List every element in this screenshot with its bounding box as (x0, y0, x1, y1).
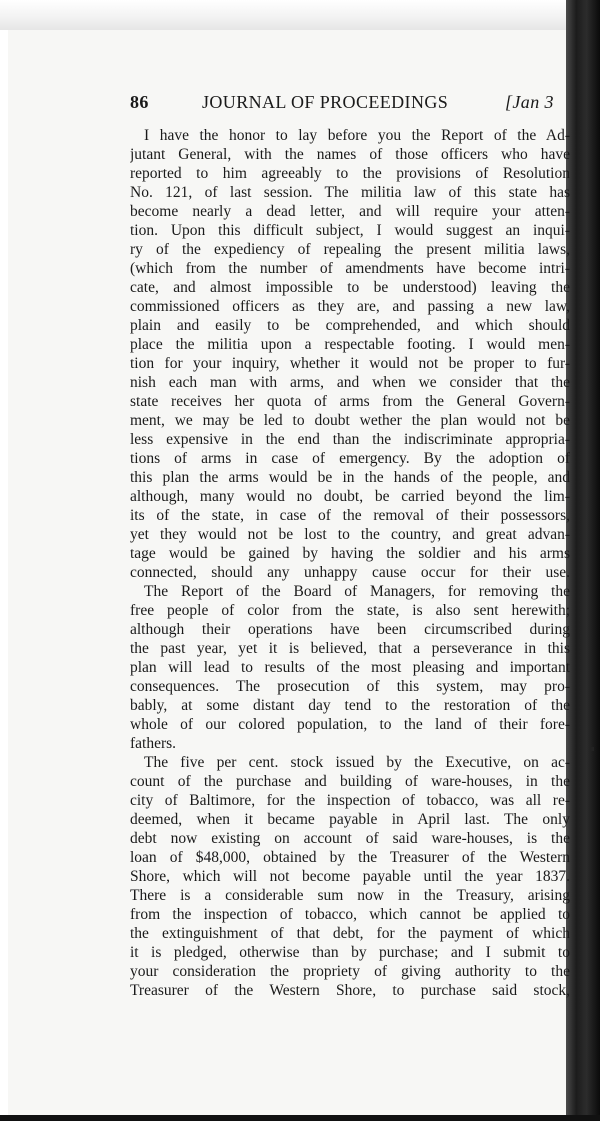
text-line: its of the state, in case of the removal of their possessors, (130, 507, 570, 524)
text-line: although their operations have been circumscribed during (130, 621, 570, 638)
text-line: tion. Upon this difficult subject, I would suggest an inqui- (130, 222, 570, 239)
text-line: the extinguishment of that debt, for the payment of which (130, 925, 570, 942)
text-line: commissioned officers as they are, and passing a new law, (130, 298, 570, 315)
text-line: The five per cent. stock issued by the Executive, on ac- (144, 754, 570, 771)
text-line: your consideration the propriety of giving authority to the (130, 963, 570, 980)
text-line: bably, at some distant day tend to the restoration of the (130, 697, 570, 714)
text-line: loan of $48,000, obtained by the Treasurer of the Western (130, 849, 570, 866)
text-line: plan will lead to results of the most pleasing and important (130, 659, 570, 676)
text-line: fathers. (130, 735, 177, 752)
text-line: city of Baltimore, for the inspection of tobacco, was all re- (130, 792, 570, 809)
text-line: plain and easily to be comprehended, and which should (130, 317, 570, 334)
text-line: Treasurer of the Western Shore, to purchase said stock, (130, 982, 570, 999)
text-line: I have the honor to lay before you the Report of the Ad- (144, 127, 570, 144)
page-number: 86 (130, 92, 149, 112)
text-line: although, many would no doubt, be carried beyond the lim- (130, 488, 570, 505)
text-line: deemed, when it became payable in April last. The only (130, 811, 570, 828)
text-line: less expensive in the end than the indiscriminate appropria- (130, 431, 570, 448)
text-line: the past year, yet it is believed, that a perseverance in this (130, 640, 570, 657)
text-line: tion for your inquiry, whether it would not be proper to fur- (130, 355, 570, 372)
text-line: state receives her quota of arms from the General Govern- (130, 393, 570, 410)
text-line: tage would be gained by having the soldier and his arms (130, 545, 570, 562)
text-line: reported to him agreeably to the provisions of Resolution (130, 165, 570, 182)
text-line: yet they would not be lost to the country, and great advan- (130, 526, 570, 543)
page-top-edge (0, 0, 600, 30)
margin-ink-dot (590, 747, 594, 751)
page-bottom-edge (0, 1115, 600, 1121)
text-line: nish each man with arms, and when we consider that the (130, 374, 570, 391)
text-line: consequences. The prosecution of this system, may pro- (130, 678, 570, 695)
body-text (130, 126, 570, 1000)
text-line: from the inspection of tobacco, which cannot be applied to (130, 906, 570, 923)
text-line: ment, we may be led to doubt wether the plan would not be (130, 412, 570, 429)
journal-title: JOURNAL OF PROCEEDINGS (202, 92, 449, 112)
book-spine-shadow (566, 0, 600, 1121)
text-line: There is a considerable sum now in the Treasury, arising (130, 887, 570, 904)
text-line: jutant General, with the names of those officers who have (130, 146, 570, 163)
text-line: this plan the arms would be in the hands of the people, and (130, 469, 570, 486)
text-line: connected, should any unhappy cause occur for their use. (130, 564, 570, 581)
text-line: free people of color from the state, is also sent herewith; (130, 602, 570, 619)
text-line: place the militia upon a respectable footing. I would men- (130, 336, 570, 353)
text-line: tions of arms in case of emergency. By the adoption of (130, 450, 570, 467)
text-line: count of the purchase and building of ware-houses, in the (130, 773, 570, 790)
text-line: cate, and almost impossible to be understood) leaving the (130, 279, 570, 296)
text-line: (which from the number of amendments have become intri- (130, 260, 570, 277)
header-date: [Jan 3 (505, 92, 554, 112)
text-line: debt now existing on account of said ware-houses, is the (130, 830, 570, 847)
text-line: The Report of the Board of Managers, for removing the (144, 583, 570, 600)
text-line: it is pledged, otherwise than by purchase; and I submit to (130, 944, 570, 961)
text-line: become nearly a dead letter, and will require your atten- (130, 203, 570, 220)
text-line: Shore, which will not become payable until the year 1837. (130, 868, 570, 885)
text-line: ry of the expediency of repealing the present militia laws, (130, 241, 570, 258)
text-line: whole of our colored population, to the land of their fore- (130, 716, 570, 733)
running-head (130, 92, 570, 116)
text-line: No. 121, of last session. The militia law of this state has (130, 184, 570, 201)
